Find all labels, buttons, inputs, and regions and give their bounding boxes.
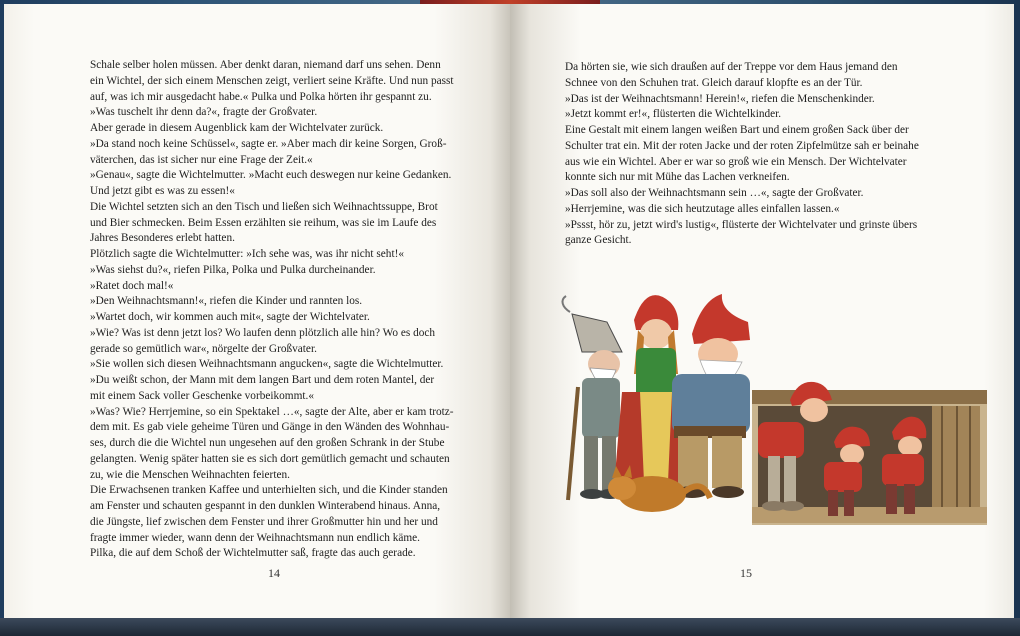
- text-line: »Ratet doch mal!«: [90, 279, 174, 292]
- text-line: ganze Gesicht.: [565, 234, 632, 247]
- text-line: fragte immer wieder, wann denn der Weihnachtsmann nun endlich käme.: [90, 531, 421, 544]
- text-line: Da hörten sie, wie sich draußen auf der Treppe vor dem Haus jemand den: [565, 61, 898, 73]
- text-line: »Pssst, hör zu, jetzt wird's lustig«, flüsterte der Wichtelvater und grinste übers: [565, 218, 918, 231]
- text-line: »Herrjemine, was die sich heutzutage alles einfallen lassen.«: [565, 202, 840, 215]
- text-line: »Den Weihnachtsmann!«, riefen die Kinder und rannten los.: [90, 295, 363, 308]
- right-page-number: 15: [740, 566, 752, 580]
- text-line: »Du weißt schon, der Mann mit dem langen Bart und dem roten Mantel, der: [90, 374, 435, 386]
- text-line: gelangten. Wenig später hatten sie es sich dort gemütlich gemacht und schauten: [90, 452, 450, 465]
- text-line: aus wie ein Wichtel. Aber er war so groß wie ein Mensch. Der Wichtelvater: [565, 155, 907, 168]
- text-line: ein Wichtel, der sich einem Menschen zeigt, verliert seine Kräfte. Und nun passt: [90, 74, 454, 87]
- text-line: »Das ist der Weihnachtsmann! Herein!«, riefen die Menschenkinder.: [565, 92, 875, 105]
- text-line: »Was tuschelt ihr denn da?«, fragte der Großvater.: [90, 106, 318, 119]
- text-line: gerade so gemütlich war«, nörgelte der Großvater.: [90, 342, 317, 355]
- left-page-number: 14: [268, 566, 280, 580]
- text-line: zu, wie die Menschen Weihnachten feierten.: [90, 468, 290, 481]
- text-line: »Das soll also der Weihnachtsmann sein …«, sagte der Großvater.: [565, 187, 864, 199]
- text-line: die Jüngste, lief zwischen dem Fenster und ihrer Großmutter hin und her und: [90, 515, 438, 528]
- right-page-text: [565, 60, 935, 249]
- text-line: Plötzlich sagte die Wichtelmutter: »Ich sehe was, was ihr nicht seht!«: [90, 248, 404, 260]
- text-line: Eine Gestalt mit einem langen weißen Bart und einem großen Sack über der: [565, 124, 909, 136]
- text-line: Schale selber holen müssen. Aber denkt daran, niemand darf uns sehen. Denn: [90, 59, 441, 71]
- left-page-text: [90, 58, 470, 562]
- text-line: »Genau«, sagte die Wichtelmutter. »Macht euch deswegen nur keine Gedanken.: [90, 169, 452, 182]
- text-line: auf, was ich mir ausgedacht habe.« Pulka und Polka hörten ihr gespannt zu.: [90, 90, 432, 103]
- text-line: konnte sich nur mit Mühe das Lachen verkneifen.: [565, 171, 790, 184]
- text-line: »Wartet doch, wir kommen auch mit«, sagte der Wichtelvater.: [90, 311, 370, 323]
- text-line: Die Erwachsenen tranken Kaffee und unterhielten sich, und die Kinder standen: [90, 484, 448, 497]
- text-line: väterchen, das ist sicher nur eine Frage der Zeit.«: [90, 153, 313, 166]
- text-line: »Was siehst du?«, riefen Pilka, Polka und Pulka durcheinander.: [90, 263, 376, 276]
- text-line: Pilka, die auf dem Schoß der Wichtelmutter saß, fragte das auch gerade.: [90, 547, 416, 560]
- text-line: Jahres Besonderes erlebt hatten.: [90, 232, 235, 245]
- text-line: »Jetzt kommt er!«, flüsterten die Wichtelkinder.: [565, 108, 782, 121]
- text-line: Schnee von den Schuhen trat. Gleich darauf klopfte es an der Tür.: [565, 76, 863, 89]
- book-bottom-edge: [0, 618, 1020, 636]
- grandfather-gnome: [563, 296, 622, 500]
- text-line: Und jetzt gibt es was zu essen!«: [90, 185, 235, 197]
- text-line: am Fenster und schauten gespannt in den dunklen Winterabend hinaus. Anna,: [90, 500, 441, 512]
- text-line: »Wie? Was ist denn jetzt los? Wo laufen denn plötzlich alle hin? Wo es doch: [90, 326, 436, 339]
- text-line: und Bier schmecken. Beim Essen erzählten sie reihum, was sie im Laufe des: [90, 216, 437, 229]
- gnome-illustration: [552, 282, 992, 532]
- text-line: ses, durch die die Wichtel nun ungesehen auf den großen Schrank in der Stube: [90, 437, 445, 449]
- text-line: »Da stand noch keine Schüssel«, sagte er. »Aber mach dir keine Sorgen, Groß-: [90, 137, 447, 150]
- text-line: dem mit. Es gab viele geheime Türen und Gänge in den Wänden des Wohnhau-: [90, 421, 450, 434]
- text-line: Schulter trat ein. Mit der roten Jacke und der roten Zipfelmütze sah er beinahe: [565, 139, 919, 152]
- text-line: mit einem Sack voller Geschenke vorbeikommt.«: [90, 389, 314, 402]
- text-line: »Was? Wie? Herrjemine, so ein Spektakel …«, sagte der Alte, aber er kam trotz-: [90, 405, 454, 418]
- text-line: »Sie wollen sich diesen Weihnachtsmann angucken«, sagte die Wichtelmutter.: [90, 358, 444, 371]
- father-gnome: [672, 294, 750, 498]
- text-line: Die Wichtel setzten sich an den Tisch und ließen sich Weihnachtssuppe, Brot: [90, 200, 438, 213]
- text-line: Aber gerade in diesem Augenblick kam der Wichtelvater zurück.: [90, 122, 384, 134]
